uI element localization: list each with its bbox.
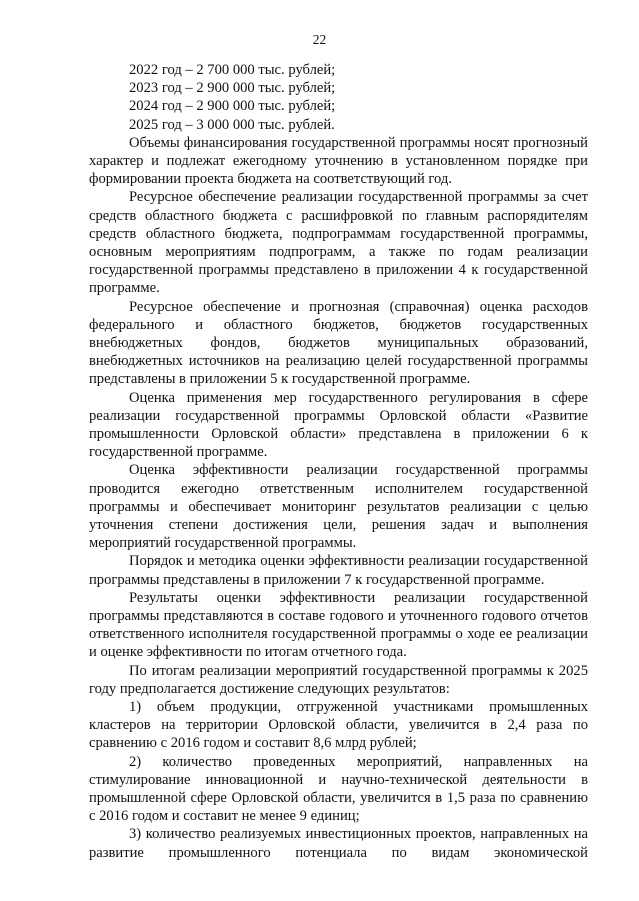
funding-year-2023: 2023 год – 2 900 000 тыс. рублей; bbox=[129, 80, 336, 97]
funding-year-2022: 2022 год – 2 700 000 тыс. рублей; bbox=[129, 62, 336, 78]
paragraph-resource-regional-budget: Ресурсное обеспечение реализации государственной программы за счет средств областного бюджета с расшифровкой по главным распорядителям средств областного бюджета, подпрограммам государственной программы, основным мероприятиям подпрограмм, а также по годам реализации государственной программы представлено в приложении 4 к государственной программе. bbox=[89, 189, 588, 297]
paragraph-evaluation-method: Порядок и методика оценки эффективности реализации государственной программы представлены в приложении 7 к государственной программе. bbox=[89, 553, 588, 588]
funding-year-2024: 2024 год – 2 900 000 тыс. рублей; bbox=[129, 98, 336, 115]
paragraph-efficiency-evaluation: Оценка эффективности реализации государственной программы проводится ежегодно ответственным исполнителем государственной программы и обеспечивает мониторинг результатов реализации с целью уточнения степени достижения цели, решения задач и выполнения мероприятий государственной программы. bbox=[89, 462, 588, 552]
funding-year-2025: 2025 год – 3 000 000 тыс. рублей. bbox=[129, 116, 335, 133]
paragraph-resource-forecast-expenses: Ресурсное обеспечение и прогнозная (справочная) оценка расходов федерального и областного бюджетов, бюджетов государственных внебюджетных фондов, бюджетов муниципальных образований, внебюджетных источников на реализацию целей государственной программы представлены в приложении 5 к государственной программе. bbox=[89, 298, 588, 388]
paragraph-financing-forecast: Объемы финансирования государственной программы носят прогнозный характер и подлежат ежегодному уточнению в установленном порядке при формировании проекта бюджета на соответствующий год. bbox=[89, 134, 588, 188]
paragraph-evaluation-results: Результаты оценки эффективности реализации государственной программы представляются в составе годового и уточненного годового отчетов ответственного исполнителя государственной программы о ходе ее реализации и оценке эффективности по итогам отчетного года. bbox=[89, 589, 588, 661]
paragraph-state-regulation: Оценка применения мер государственного регулирования в сфере реализации государственной программы Орловской области «Развитие промышленности Орловской области» представлена в приложении 6 к государственной программе. bbox=[89, 389, 588, 461]
paragraph-result-2: 2) количество проведенных мероприятий, направленных на стимулирование инновационной и научно-технической деятельности в промышленной сфере Орловской области, увеличится в 1,5 раза по сравнению с 2016 годом и составит не менее 9 единиц; bbox=[89, 753, 588, 825]
document-body bbox=[89, 61, 588, 862]
paragraph-result-1: 1) объем продукции, отгруженной участниками промышленных кластеров на территории Орловской области, увеличится в 2,4 раза по сравнению с 2016 годом и составит 8,6 млрд рублей; bbox=[89, 699, 588, 752]
page-number: 22 bbox=[312, 32, 327, 47]
paragraph-result-3: 3) количество реализуемых инвестиционных проектов, направленных на развитие промышленного потенциала по видам экономической bbox=[89, 826, 588, 861]
paragraph-expected-results-intro: По итогам реализации мероприятий государственной программы к 2025 году предполагается достижение следующих результатов: bbox=[89, 662, 588, 697]
